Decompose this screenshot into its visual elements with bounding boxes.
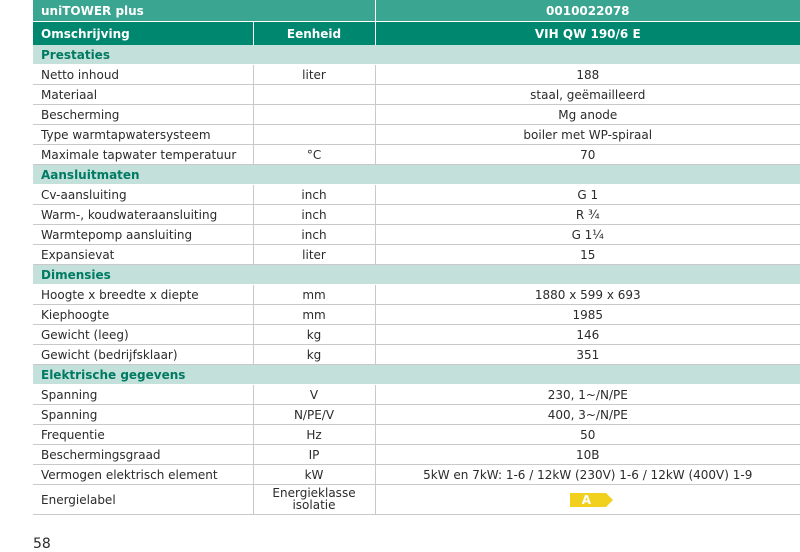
section-title: Dimensies	[33, 265, 800, 285]
table-row	[33, 405, 800, 425]
table-row	[33, 245, 800, 265]
row-value: 351	[375, 345, 800, 365]
row-description: Type warmtapwatersysteem	[33, 125, 253, 145]
row-value	[375, 485, 800, 515]
row-value: 15	[375, 245, 800, 265]
table-row	[33, 325, 800, 345]
row-unit: liter	[253, 245, 375, 265]
row-value: G 1	[375, 185, 800, 205]
energy-class-badge: A	[570, 493, 606, 507]
table-row	[33, 105, 800, 125]
row-value: 5kW en 7kW: 1-6 / 12kW (230V) 1-6 / 12kW (400V) 1-9	[375, 465, 800, 485]
row-value: G 1¼	[375, 225, 800, 245]
row-value: 1985	[375, 305, 800, 325]
section-header-elektrisch	[33, 365, 800, 385]
table-row-energielabel	[33, 485, 800, 515]
row-unit: liter	[253, 65, 375, 85]
table-row	[33, 225, 800, 245]
row-description: Beschermingsgraad	[33, 445, 253, 465]
row-unit: inch	[253, 185, 375, 205]
row-description: Materiaal	[33, 85, 253, 105]
row-description: Spanning	[33, 385, 253, 405]
row-description: Warm-, koudwateraansluiting	[33, 205, 253, 225]
row-description: Energielabel	[33, 485, 253, 515]
unit-line-1: Energieklasse	[272, 486, 356, 500]
row-unit: mm	[253, 305, 375, 325]
row-unit: mm	[253, 285, 375, 305]
table-row	[33, 285, 800, 305]
row-unit: N/PE/V	[253, 405, 375, 425]
row-value: 10B	[375, 445, 800, 465]
row-description: Gewicht (leeg)	[33, 325, 253, 345]
table-row	[33, 145, 800, 165]
table-row	[33, 385, 800, 405]
table-row	[33, 305, 800, 325]
table-row	[33, 85, 800, 105]
row-description: Bescherming	[33, 105, 253, 125]
row-unit: kg	[253, 345, 375, 365]
section-title: Elektrische gegevens	[33, 365, 800, 385]
row-unit	[253, 105, 375, 125]
row-description: Spanning	[33, 405, 253, 425]
row-value: 70	[375, 145, 800, 165]
product-code: 0010022078	[375, 0, 800, 22]
row-value: Mg anode	[375, 105, 800, 125]
column-header-model: VIH QW 190/6 E	[375, 22, 800, 46]
section-header-aansluitmaten	[33, 165, 800, 185]
row-description: Kiephoogte	[33, 305, 253, 325]
row-description: Frequentie	[33, 425, 253, 445]
column-header-row	[33, 22, 800, 46]
column-header-unit: Eenheid	[253, 22, 375, 46]
row-value: 50	[375, 425, 800, 445]
table-row	[33, 465, 800, 485]
row-value: 400, 3~/N/PE	[375, 405, 800, 425]
unit-line-2: isolatie	[292, 498, 336, 512]
table-row	[33, 125, 800, 145]
table-row	[33, 345, 800, 365]
row-value: R ¾	[375, 205, 800, 225]
table-row	[33, 205, 800, 225]
section-title: Prestaties	[33, 45, 800, 65]
row-value: 1880 x 599 x 693	[375, 285, 800, 305]
row-value: staal, geëmailleerd	[375, 85, 800, 105]
row-value: 230, 1~/N/PE	[375, 385, 800, 405]
row-unit: kW	[253, 465, 375, 485]
row-unit: V	[253, 385, 375, 405]
column-header-description: Omschrijving	[33, 22, 253, 46]
row-unit: °C	[253, 145, 375, 165]
product-header-row	[33, 0, 800, 22]
row-unit	[253, 485, 375, 515]
table-row	[33, 65, 800, 85]
spec-table	[33, 0, 800, 515]
row-description: Cv-aansluiting	[33, 185, 253, 205]
row-unit	[253, 85, 375, 105]
row-description: Warmtepomp aansluiting	[33, 225, 253, 245]
product-name: uniTOWER plus	[33, 0, 375, 22]
row-unit: IP	[253, 445, 375, 465]
row-description: Maximale tapwater temperatuur	[33, 145, 253, 165]
page-number: 58	[33, 536, 51, 552]
section-header-prestaties	[33, 45, 800, 65]
row-value: 146	[375, 325, 800, 345]
row-unit: inch	[253, 205, 375, 225]
row-description: Gewicht (bedrijfsklaar)	[33, 345, 253, 365]
row-description: Hoogte x breedte x diepte	[33, 285, 253, 305]
row-description: Vermogen elektrisch element	[33, 465, 253, 485]
table-row	[33, 445, 800, 465]
section-header-dimensies	[33, 265, 800, 285]
row-unit: inch	[253, 225, 375, 245]
row-unit: kg	[253, 325, 375, 345]
row-value: boiler met WP-spiraal	[375, 125, 800, 145]
row-value: 188	[375, 65, 800, 85]
section-title: Aansluitmaten	[33, 165, 800, 185]
table-row	[33, 185, 800, 205]
row-description: Expansievat	[33, 245, 253, 265]
row-description: Netto inhoud	[33, 65, 253, 85]
row-unit	[253, 125, 375, 145]
row-unit: Hz	[253, 425, 375, 445]
table-row	[33, 425, 800, 445]
